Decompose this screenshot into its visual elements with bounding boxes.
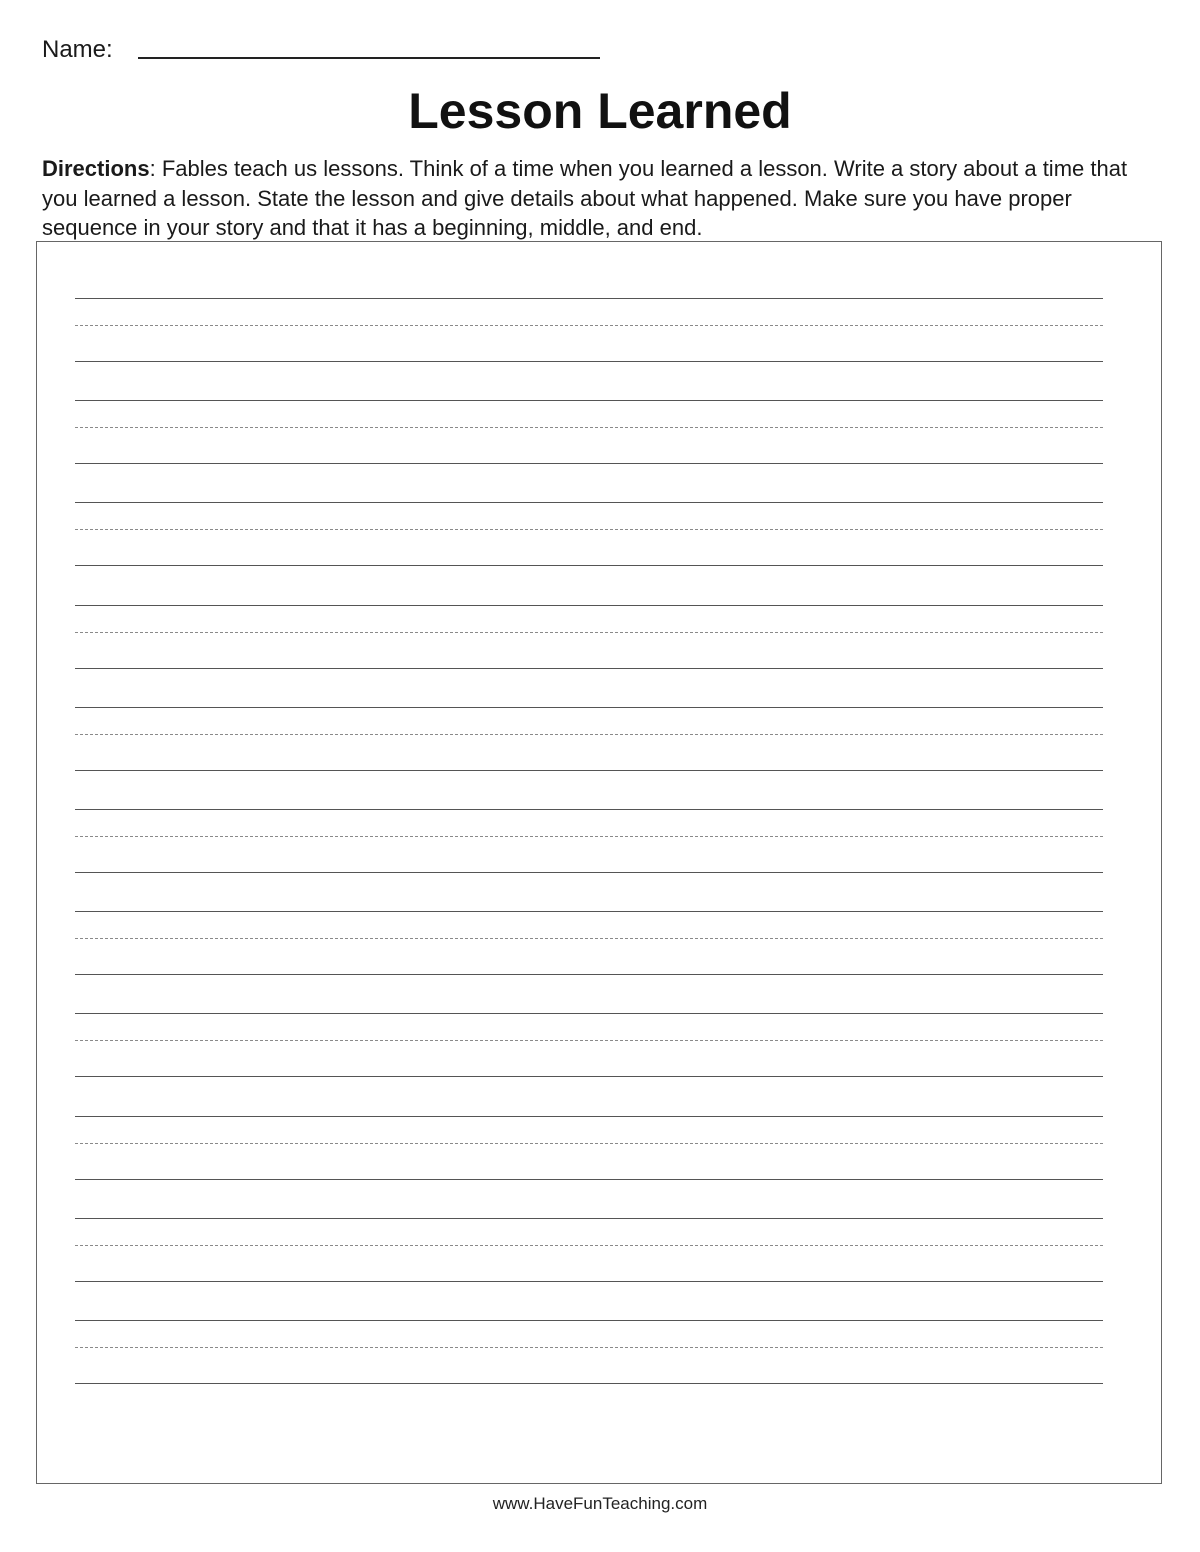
writing-baseline (75, 1281, 1103, 1282)
writing-topline (75, 1013, 1103, 1014)
writing-baseline (75, 668, 1103, 669)
writing-baseline (75, 872, 1103, 873)
writing-baseline (75, 974, 1103, 975)
writing-baseline (75, 565, 1103, 566)
writing-topline (75, 502, 1103, 503)
writing-midline (75, 1245, 1103, 1246)
writing-baseline (75, 1179, 1103, 1180)
writing-topline (75, 1116, 1103, 1117)
writing-baseline (75, 1076, 1103, 1077)
writing-topline (75, 605, 1103, 606)
writing-midline (75, 734, 1103, 735)
writing-topline (75, 1320, 1103, 1321)
writing-topline (75, 809, 1103, 810)
writing-midline (75, 427, 1103, 428)
footer-website: www.HaveFunTeaching.com (492, 1494, 708, 1513)
name-label: Name: (42, 36, 113, 63)
writing-midline (75, 938, 1103, 939)
writing-box[interactable] (36, 241, 1162, 1484)
directions-label: Directions (42, 156, 150, 181)
writing-baseline (75, 1383, 1103, 1384)
writing-baseline (75, 361, 1103, 362)
writing-baseline (75, 463, 1103, 464)
writing-midline (75, 1143, 1103, 1144)
writing-topline (75, 298, 1103, 299)
writing-topline (75, 400, 1103, 401)
directions-text: : Fables teach us lessons. Think of a time when you learned a lesson. Write a story about a time that you learned a lesson. State the lesson and give details about what happened. Make sure you have proper sequence in your story and that it has a beginning, middle, and end. (42, 156, 1128, 240)
writing-midline (75, 1347, 1103, 1348)
writing-topline (75, 911, 1103, 912)
writing-baseline (75, 770, 1103, 771)
name-row (42, 34, 612, 66)
writing-lines (37, 242, 1161, 1483)
writing-topline (75, 1218, 1103, 1219)
directions (42, 154, 1152, 243)
writing-topline (75, 707, 1103, 708)
writing-midline (75, 325, 1103, 326)
name-write-line[interactable] (138, 57, 600, 59)
writing-midline (75, 1040, 1103, 1041)
writing-midline (75, 632, 1103, 633)
writing-midline (75, 529, 1103, 530)
writing-midline (75, 836, 1103, 837)
worksheet-title: Lesson Learned (408, 83, 792, 139)
